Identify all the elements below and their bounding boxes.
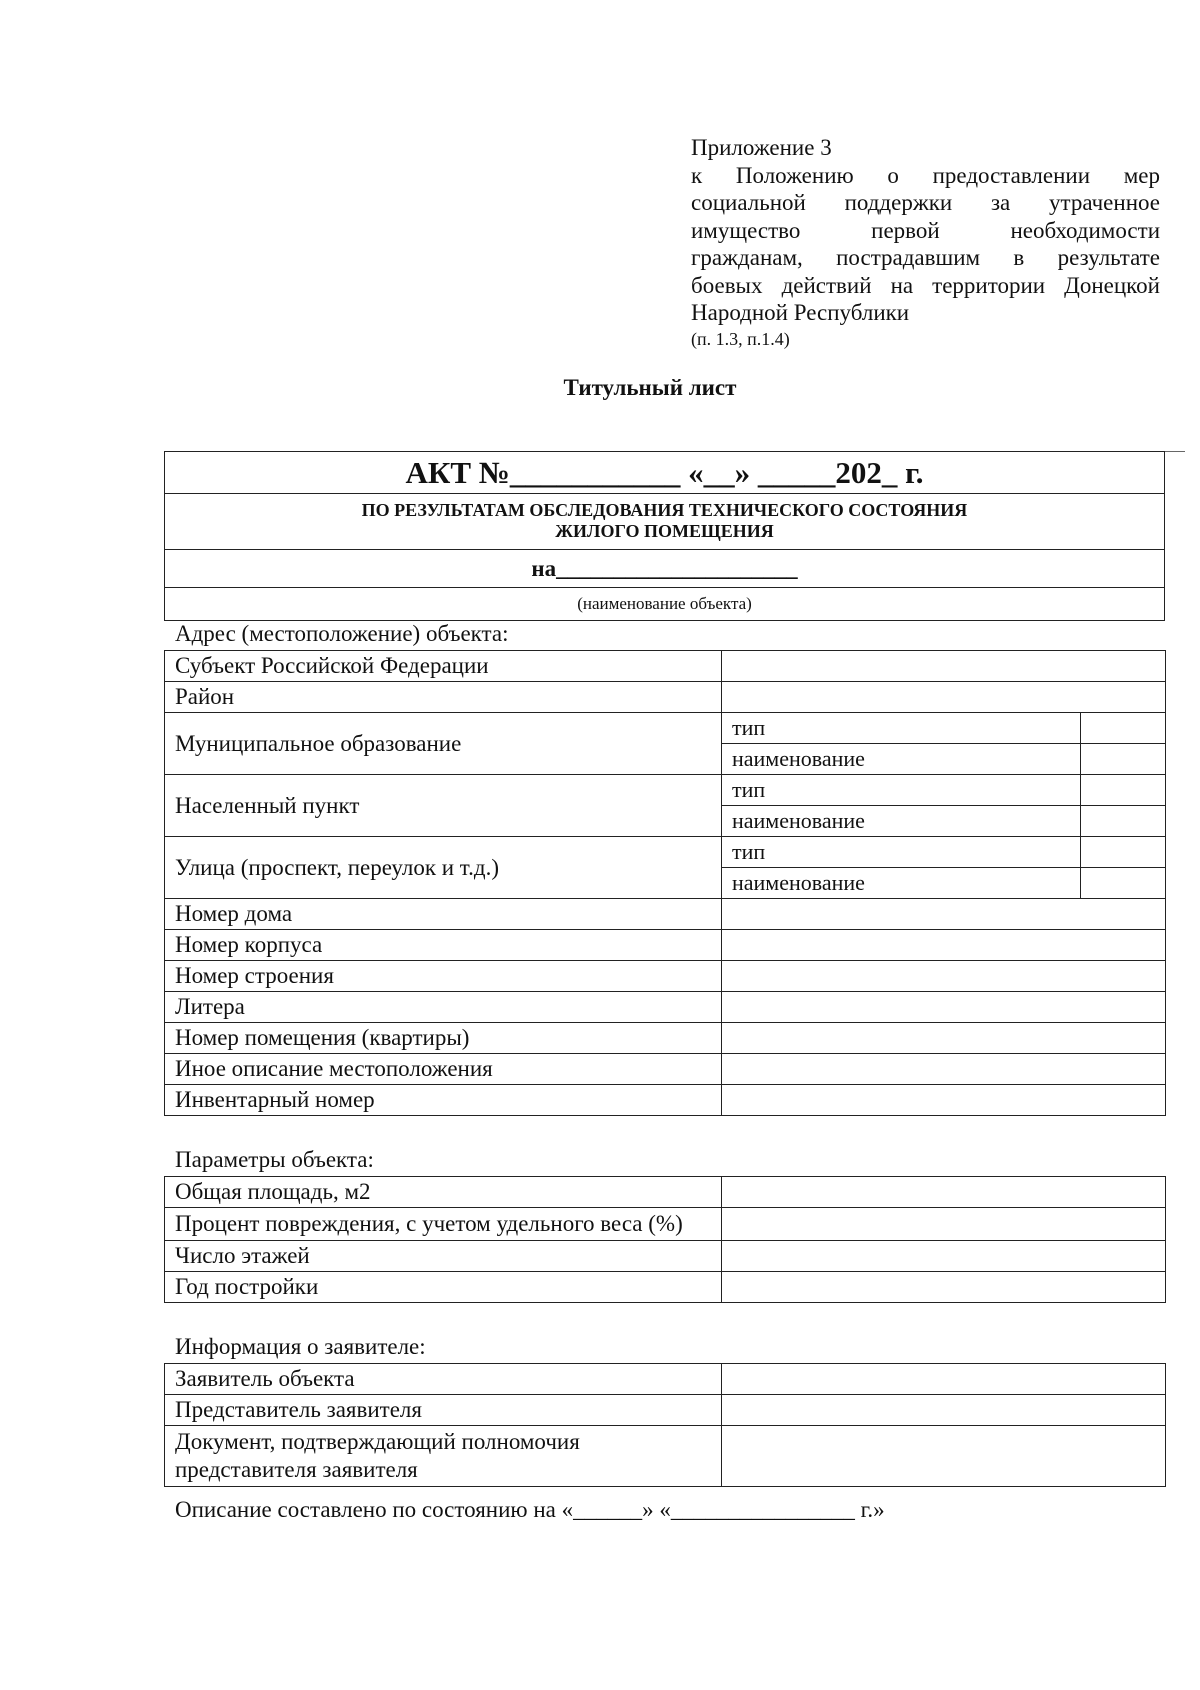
description-date-line: Описание составлено по состоянию на «______» «________________ г.» xyxy=(175,1497,885,1522)
value-cell[interactable] xyxy=(722,682,1166,713)
value-cell[interactable] xyxy=(722,992,1166,1023)
sub-label-name: наименование xyxy=(722,806,1081,837)
appendix-reference: (п. 1.3, п.1.4) xyxy=(691,328,790,349)
row-label: Номер строения xyxy=(165,961,722,992)
row-label: Общая площадь, м2 xyxy=(165,1177,722,1208)
sub-label-type: тип xyxy=(722,775,1081,806)
value-cell[interactable] xyxy=(722,1241,1166,1272)
row-label: Муниципальное образование xyxy=(165,713,722,775)
table-row xyxy=(165,1241,1166,1272)
act-subtitle-line: ЖИЛОГО ПОМЕЩЕНИЯ xyxy=(555,521,774,541)
appendix-number: Приложение 3 xyxy=(691,135,832,160)
value-cell[interactable] xyxy=(722,1426,1166,1487)
act-subtitle xyxy=(165,494,1164,550)
appendix-line: к Положению о предоставлении мер xyxy=(691,162,1160,188)
table-row xyxy=(165,1177,1166,1208)
appendix-line: имущество первой необходимости xyxy=(691,217,1160,243)
row-label: Представитель заявителя xyxy=(165,1395,722,1426)
act-header-box xyxy=(164,451,1165,621)
table-row xyxy=(165,682,1166,713)
sub-label-name: наименование xyxy=(722,868,1081,899)
address-table xyxy=(164,650,1166,1116)
scan-artifact-line xyxy=(1165,451,1185,452)
row-label: Населенный пункт xyxy=(165,775,722,837)
value-cell[interactable] xyxy=(722,1364,1166,1395)
value-cell[interactable] xyxy=(722,1272,1166,1303)
value-cell[interactable] xyxy=(722,899,1166,930)
value-cell[interactable] xyxy=(1081,806,1166,837)
value-cell[interactable] xyxy=(722,1023,1166,1054)
appendix-line: Народной Республики xyxy=(691,300,910,325)
row-label: Улица (проспект, переулок и т.д.) xyxy=(165,837,722,899)
address-heading: Адрес (местоположение) объекта: xyxy=(175,621,509,646)
row-label: Иное описание местоположения xyxy=(165,1054,722,1085)
act-number-heading: АКТ №___________ «__» _____202_ г. xyxy=(165,452,1164,494)
table-row xyxy=(165,775,1166,806)
row-label: Литера xyxy=(165,992,722,1023)
applicant-heading: Информация о заявителе: xyxy=(175,1334,426,1359)
value-cell[interactable] xyxy=(722,961,1166,992)
table-row xyxy=(165,1426,1166,1487)
value-cell[interactable] xyxy=(1081,868,1166,899)
sub-label-type: тип xyxy=(722,837,1081,868)
table-row xyxy=(165,930,1166,961)
sub-label-type: тип xyxy=(722,713,1081,744)
table-row xyxy=(165,899,1166,930)
appendix-block xyxy=(691,134,1160,351)
value-cell[interactable] xyxy=(722,930,1166,961)
params-table xyxy=(164,1176,1166,1303)
row-label: Район xyxy=(165,682,722,713)
table-row xyxy=(165,961,1166,992)
value-cell[interactable] xyxy=(722,1208,1166,1241)
applicant-table xyxy=(164,1363,1166,1487)
table-row xyxy=(165,713,1166,744)
row-label: Год постройки xyxy=(165,1272,722,1303)
row-label: Документ, подтверждающий полномочия представителя заявителя xyxy=(165,1426,722,1487)
table-row xyxy=(165,1208,1166,1241)
row-label: Заявитель объекта xyxy=(165,1364,722,1395)
table-row xyxy=(165,1023,1166,1054)
sub-label-name: наименование xyxy=(722,744,1081,775)
value-cell[interactable] xyxy=(1081,775,1166,806)
table-row xyxy=(165,992,1166,1023)
table-row xyxy=(165,1085,1166,1116)
object-name-caption: (наименование объекта) xyxy=(577,594,752,613)
table-row xyxy=(165,837,1166,868)
table-row xyxy=(165,1054,1166,1085)
page-title: Титульный лист xyxy=(563,375,737,400)
table-row xyxy=(165,1272,1166,1303)
table-row xyxy=(165,1395,1166,1426)
row-label: Процент повреждения, с учетом удельного веса (%) xyxy=(165,1208,722,1241)
row-label: Номер корпуса xyxy=(165,930,722,961)
appendix-line: социальной поддержки за утраченное xyxy=(691,190,1160,215)
row-label: Инвентарный номер xyxy=(165,1085,722,1116)
row-label: Субъект Российской Федерации xyxy=(165,651,722,682)
table-row xyxy=(165,651,1166,682)
appendix-line: гражданам, пострадавшим в результате xyxy=(691,245,1160,270)
value-cell[interactable] xyxy=(722,1085,1166,1116)
value-cell[interactable] xyxy=(1081,713,1166,744)
row-label: Номер помещения (квартиры) xyxy=(165,1023,722,1054)
table-row xyxy=(165,1364,1166,1395)
act-subtitle-line: ПО РЕЗУЛЬТАТАМ ОБСЛЕДОВАНИЯ ТЕХНИЧЕСКОГО СОСТОЯНИЯ xyxy=(361,500,968,520)
row-label: Номер дома xyxy=(165,899,722,930)
row-label: Число этажей xyxy=(165,1241,722,1272)
value-cell[interactable] xyxy=(1081,837,1166,868)
params-heading: Параметры объекта: xyxy=(175,1147,374,1172)
value-cell[interactable] xyxy=(722,1177,1166,1208)
value-cell[interactable] xyxy=(722,1054,1166,1085)
act-object-line: на_____________________ xyxy=(165,550,1164,588)
appendix-line: боевых действий на территории Донецкой xyxy=(691,272,1160,298)
value-cell[interactable] xyxy=(1081,744,1166,775)
value-cell[interactable] xyxy=(722,651,1166,682)
value-cell[interactable] xyxy=(722,1395,1166,1426)
